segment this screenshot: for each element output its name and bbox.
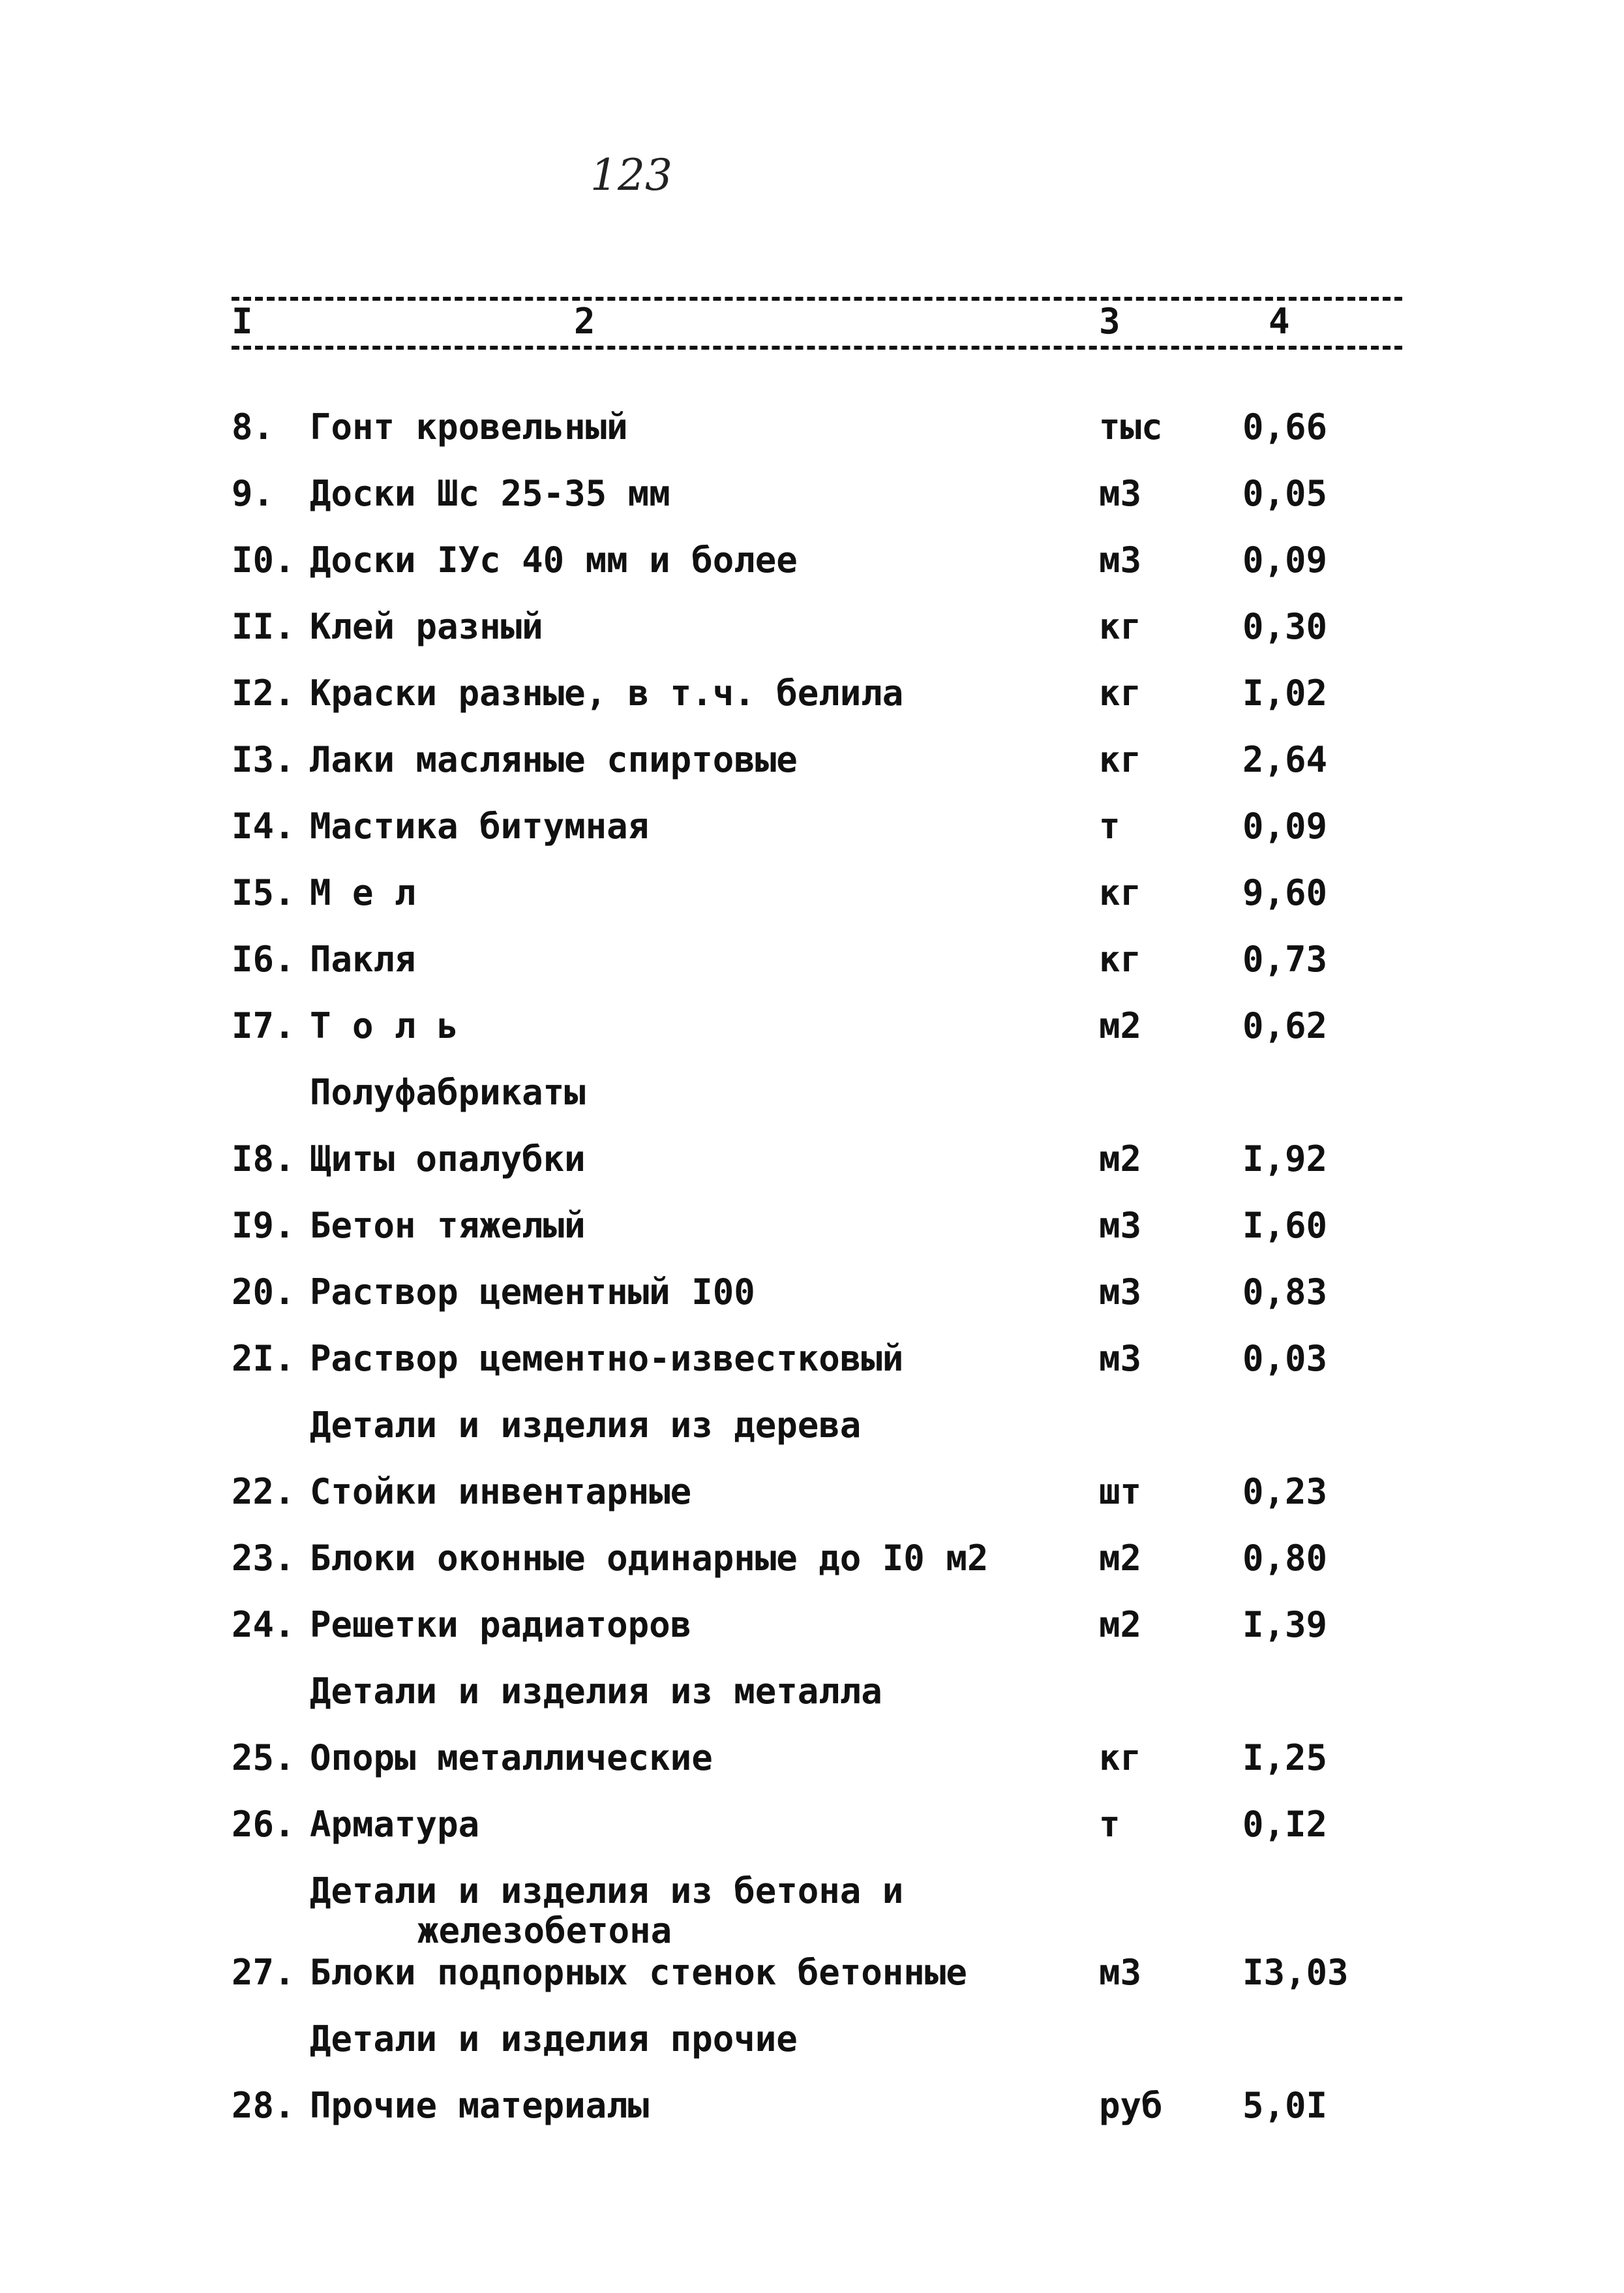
section-heading bbox=[310, 1669, 882, 1714]
name-text: Детали и изделия из металла bbox=[310, 1671, 882, 1712]
material-name bbox=[310, 1003, 459, 1049]
unit: кг bbox=[1099, 739, 1142, 780]
table-header-bottom-rule bbox=[232, 346, 1402, 350]
material-name bbox=[310, 1203, 586, 1249]
name-text: Опоры металлические bbox=[310, 1737, 713, 1778]
table-row bbox=[0, 671, 1624, 737]
page-number: 123 bbox=[590, 150, 672, 200]
row-number: 26. bbox=[232, 1804, 295, 1845]
table-row bbox=[0, 1136, 1624, 1203]
unit: м2 bbox=[1099, 1005, 1142, 1046]
quantity: 0,I2 bbox=[1242, 1804, 1328, 1845]
row-number: 8. bbox=[232, 406, 275, 448]
material-name bbox=[310, 2083, 649, 2129]
material-name bbox=[310, 1336, 903, 1382]
material-name bbox=[310, 870, 416, 916]
material-name bbox=[310, 804, 649, 849]
quantity: I,39 bbox=[1242, 1604, 1328, 1645]
quantity: 2,64 bbox=[1242, 739, 1328, 780]
quantity: 9,60 bbox=[1242, 872, 1328, 913]
name-text: Доски IУс 40 мм и более bbox=[310, 539, 798, 581]
quantity: 0,23 bbox=[1242, 1471, 1328, 1512]
quantity: 0,05 bbox=[1242, 473, 1328, 514]
column-number-4: 4 bbox=[1269, 301, 1290, 342]
materials-table bbox=[0, 404, 1624, 2149]
table-row bbox=[0, 1336, 1624, 1403]
unit: кг bbox=[1099, 1737, 1142, 1778]
name-text: Щиты опалубки bbox=[310, 1138, 586, 1179]
row-number: 28. bbox=[232, 2085, 295, 2126]
row-number: I0. bbox=[232, 539, 295, 581]
section-heading-row bbox=[0, 2016, 1624, 2083]
name-text: Бетон тяжелый bbox=[310, 1205, 586, 1246]
material-name bbox=[310, 1950, 967, 1996]
name-text: Лаки масляные спиртовые bbox=[310, 739, 798, 780]
unit: тыс bbox=[1099, 406, 1163, 448]
quantity: 0,80 bbox=[1242, 1538, 1328, 1579]
section-heading bbox=[310, 1868, 904, 1951]
name-text: Клей разный bbox=[310, 606, 543, 647]
quantity: 0,73 bbox=[1242, 939, 1328, 980]
name-text: Решетки радиаторов bbox=[310, 1604, 692, 1645]
name-text: Детали и изделия из бетона и bbox=[310, 1870, 904, 1911]
unit: т bbox=[1099, 806, 1120, 847]
quantity: 0,09 bbox=[1242, 806, 1328, 847]
unit: м3 bbox=[1099, 473, 1142, 514]
quantity: I,92 bbox=[1242, 1138, 1328, 1179]
quantity: 0,83 bbox=[1242, 1271, 1328, 1313]
table-row bbox=[0, 604, 1624, 671]
row-number: 25. bbox=[232, 1737, 295, 1778]
unit: м2 bbox=[1099, 1138, 1142, 1179]
row-number: 24. bbox=[232, 1604, 295, 1645]
material-name bbox=[310, 737, 798, 783]
unit: кг bbox=[1099, 872, 1142, 913]
unit: шт bbox=[1099, 1471, 1142, 1512]
table-row bbox=[0, 404, 1624, 471]
unit: кг bbox=[1099, 939, 1142, 980]
section-heading bbox=[310, 2016, 798, 2062]
name-text: Доски Шс 25-35 мм bbox=[310, 473, 670, 514]
material-name bbox=[310, 1469, 691, 1515]
unit: м3 bbox=[1099, 539, 1142, 581]
quantity: I,60 bbox=[1242, 1205, 1328, 1246]
table-row bbox=[0, 1802, 1624, 1868]
table-header-top-rule bbox=[232, 297, 1402, 301]
name-continuation: железобетона bbox=[417, 1910, 672, 1951]
column-number-2: 2 bbox=[574, 301, 595, 342]
row-number: 2I. bbox=[232, 1338, 295, 1379]
row-number: I3. bbox=[232, 739, 295, 780]
material-name bbox=[310, 671, 903, 716]
section-heading-row bbox=[0, 1868, 1624, 1950]
quantity: 0,09 bbox=[1242, 539, 1328, 581]
section-heading-row bbox=[0, 1669, 1624, 1735]
name-text: Прочие материалы bbox=[310, 2085, 650, 2126]
column-number-3: 3 bbox=[1099, 301, 1120, 342]
row-number: 9. bbox=[232, 473, 275, 514]
name-text: Арматура bbox=[310, 1804, 480, 1845]
material-name bbox=[310, 1802, 479, 1847]
column-number-1: I bbox=[232, 301, 253, 342]
table-row bbox=[0, 1469, 1624, 1536]
material-name bbox=[310, 1136, 586, 1182]
material-name bbox=[310, 937, 416, 982]
name-text: Пакля bbox=[310, 939, 416, 980]
quantity: 0,03 bbox=[1242, 1338, 1328, 1379]
row-number: I4. bbox=[232, 806, 295, 847]
material-name bbox=[310, 1735, 713, 1781]
row-number: 23. bbox=[232, 1538, 295, 1579]
table-row bbox=[0, 737, 1624, 804]
table-row bbox=[0, 471, 1624, 538]
section-heading-row bbox=[0, 1403, 1624, 1469]
unit: м3 bbox=[1099, 1271, 1142, 1313]
table-row bbox=[0, 1269, 1624, 1336]
quantity: 0,30 bbox=[1242, 606, 1328, 647]
row-number: I7. bbox=[232, 1005, 295, 1046]
quantity: I,02 bbox=[1242, 673, 1328, 714]
unit: т bbox=[1099, 1804, 1120, 1845]
name-text: Краски разные, в т.ч. белила bbox=[310, 673, 904, 714]
material-name bbox=[310, 404, 628, 450]
unit: м2 bbox=[1099, 1604, 1142, 1645]
row-number: 20. bbox=[232, 1271, 295, 1313]
table-row bbox=[0, 1003, 1624, 1070]
unit: м3 bbox=[1099, 1952, 1142, 1993]
material-name bbox=[310, 538, 798, 583]
row-number: I6. bbox=[232, 939, 295, 980]
quantity: I3,03 bbox=[1242, 1952, 1349, 1993]
unit: м3 bbox=[1099, 1205, 1142, 1246]
name-text: Полуфабрикаты bbox=[310, 1072, 586, 1113]
section-heading bbox=[310, 1070, 586, 1116]
section-heading-row bbox=[0, 1070, 1624, 1136]
row-number: I2. bbox=[232, 673, 295, 714]
name-text: Раствор цементный I00 bbox=[310, 1271, 755, 1313]
name-text: Т о л ь bbox=[310, 1005, 459, 1046]
name-text: Стойки инвентарные bbox=[310, 1471, 692, 1512]
material-name bbox=[310, 1269, 755, 1315]
material-name bbox=[310, 471, 670, 517]
unit: м3 bbox=[1099, 1338, 1142, 1379]
name-text: Блоки подпорных стенок бетонные bbox=[310, 1952, 967, 1993]
row-number: 27. bbox=[232, 1952, 295, 1993]
table-row bbox=[0, 1735, 1624, 1802]
row-number: 22. bbox=[232, 1471, 295, 1512]
name-text: Блоки оконные одинарные до I0 м2 bbox=[310, 1538, 989, 1579]
material-name bbox=[310, 1602, 691, 1648]
row-number: I9. bbox=[232, 1205, 295, 1246]
unit: кг bbox=[1099, 673, 1142, 714]
name-text: Детали и изделия из дерева bbox=[310, 1405, 862, 1446]
material-name bbox=[310, 604, 543, 650]
table-row bbox=[0, 1602, 1624, 1669]
section-heading bbox=[310, 1403, 861, 1448]
table-row bbox=[0, 538, 1624, 604]
name-text: Раствор цементно-известковый bbox=[310, 1338, 904, 1379]
row-number: I5. bbox=[232, 872, 295, 913]
table-row bbox=[0, 804, 1624, 870]
material-name bbox=[310, 1536, 988, 1581]
unit: м2 bbox=[1099, 1538, 1142, 1579]
quantity: I,25 bbox=[1242, 1737, 1328, 1778]
table-row bbox=[0, 1536, 1624, 1602]
row-number: II. bbox=[232, 606, 295, 647]
name-text: Гонт кровельный bbox=[310, 406, 628, 448]
quantity: 0,66 bbox=[1242, 406, 1328, 448]
table-row bbox=[0, 1950, 1624, 2016]
unit: кг bbox=[1099, 606, 1142, 647]
unit: руб bbox=[1099, 2085, 1163, 2126]
quantity: 0,62 bbox=[1242, 1005, 1328, 1046]
quantity: 5,0I bbox=[1242, 2085, 1328, 2126]
table-row bbox=[0, 1203, 1624, 1269]
table-row bbox=[0, 2083, 1624, 2149]
table-row bbox=[0, 870, 1624, 937]
table-row bbox=[0, 937, 1624, 1003]
row-number: I8. bbox=[232, 1138, 295, 1179]
name-text: М е л bbox=[310, 872, 416, 913]
name-text: Мастика битумная bbox=[310, 806, 650, 847]
name-text: Детали и изделия прочие bbox=[310, 2018, 798, 2059]
